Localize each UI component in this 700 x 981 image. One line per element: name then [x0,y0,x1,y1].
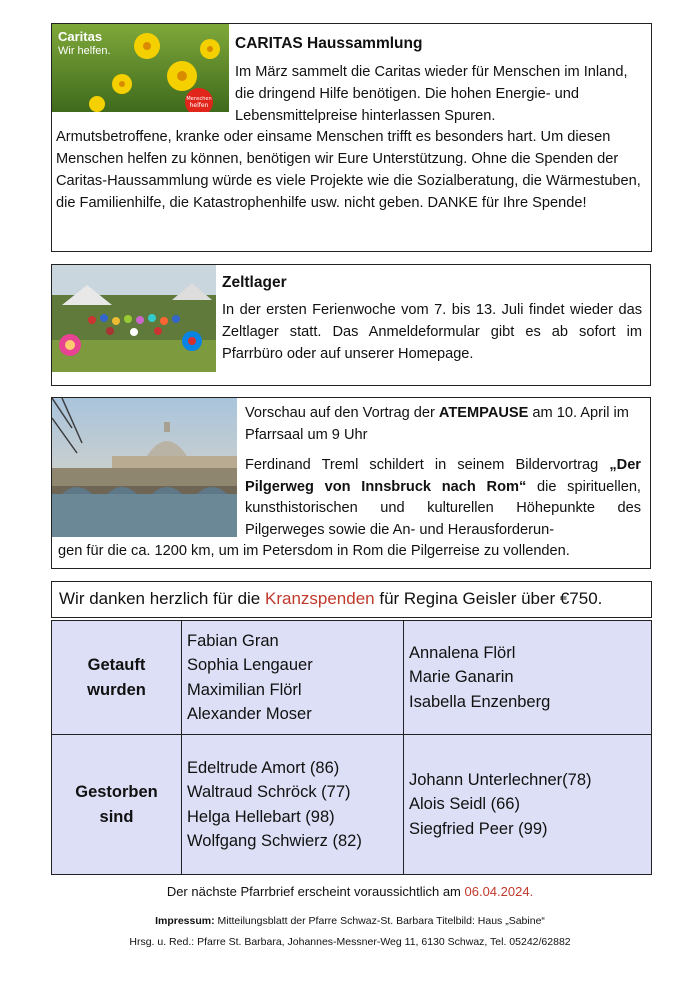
atempause-lead-bold: ATEMPAUSE [438,405,529,421]
rome-st-peters-photo [52,398,237,537]
zeltlager-title: Zeltlager [222,274,287,291]
deceased-label-line-1: Gestorben [75,782,158,801]
badge-line-2: helfen [189,102,209,109]
next-issue-date: 06.04.2024. [464,884,534,899]
impressum [0,915,700,927]
deceased-label-line-2: sind [99,807,134,826]
kranz-pre: Wir danken herzlich für die [59,589,265,608]
publisher-line: Hrsg. u. Red.: Pfarre St. Barbara, Johannes-Messner-Weg 11, 6130 Schwaz, Tel. 05242/62882 [129,936,571,948]
list-item: Johann Unterlechner(78) [409,770,592,789]
zeltlager-text: In der ersten Ferienwoche vom 7. bis 13. Juli findet wieder das Zeltlager statt. Das Anmeldeformular gibt es ab sofort im Pfarrbüro oder auf unserer Homepage. [222,302,642,362]
atempause-para-post: die spirituellen, kunsthistorischen und kulturellen Höhepunkte des Pilgerweges sowie die An- und Herausforderun- [245,478,641,538]
list-item: Helga Hellebart (98) [187,807,335,826]
zeltlager-section [51,264,651,386]
list-item: Siegfried Peer (99) [409,819,548,838]
baptized-label-line-1: Getauft [87,655,146,674]
impressum-label: Impressum: [155,915,215,927]
list-item: Maximilian Flörl [187,680,302,699]
atempause-lead-post: am 10. April im Pfarrsaal um 9 Uhr [245,405,629,443]
list-item: Alois Seidl (66) [409,795,520,814]
list-item: Fabian Gran [187,631,279,650]
caritas-section [51,23,652,252]
next-issue-text: Der nächste Pfarrbrief erscheint voraussichtlich am [166,884,465,899]
list-item: Waltraud Schröck (77) [187,783,351,802]
caritas-logo-slogan: Wir helfen. [58,45,111,57]
list-item: Edeltrude Amort (86) [187,758,340,777]
list-item: Isabella Enzenberg [409,692,551,711]
caritas-flowers-image [52,24,229,112]
atempause-section [51,397,651,569]
list-item: Sophia Lengauer [187,656,313,675]
impressum-text: Mitteilungsblatt der Pfarre Schwaz-St. Barbara Titelbild: Haus „Sabine“ [214,915,545,927]
list-item: Wolfgang Schwierz (82) [187,831,362,850]
deceased-label [52,735,182,875]
badge-line-1: Menschen [186,96,212,102]
table-row-deceased [52,735,652,875]
deceased-column-1 [182,735,404,875]
list-item: Annalena Flörl [409,643,516,662]
zeltlager-group-photo [52,265,216,372]
caritas-text-beside: Im März sammelt die Caritas wieder für Menschen im Inland, die dringend Hilfe benötigen. Die hohen Energie- und Lebensmittelpreise hinterlassen Spuren. [235,64,628,124]
baptized-column-2 [404,621,652,735]
caritas-title: CARITAS Haussammlung [235,35,423,52]
baptized-label-line-2: wurden [87,680,146,699]
list-item: Alexander Moser [187,704,312,723]
baptized-column-1 [182,621,404,735]
caritas-text-below: Armutsbetroffene, kranke oder einsame Menschen trifft es besonders hart. Um diesen Menschen helfen zu können, benötigen wir Eure Unterstützung. Ohne die Spenden der Caritas-Haussammlung würde es viele Projekte wie die Sozialberatung, die Wärmestuben, die Familienhilfe, die Katastrophenhilfe usw. nicht geben. DANKE für Ihre Spende! [56,129,641,211]
deceased-column-2 [404,735,652,875]
caritas-logo-text: Caritas [58,29,103,44]
parish-register-table [51,620,652,875]
kranz-post: für Regina Geisler über €750. [374,589,603,608]
atempause-lead-pre: Vorschau auf den Vortrag der [245,405,439,421]
list-item: Marie Ganarin [409,668,514,687]
atempause-tail: gen für die ca. 1200 km, um im Petersdom in Rom die Pilgerreise zu vollenden. [58,543,570,559]
kranzspenden-thanks [51,581,652,618]
baptized-label [52,621,182,735]
next-issue-note [0,884,700,899]
atempause-talk-title: „Der Pilgerweg von Innsbruck nach Rom“ [245,457,641,495]
kranz-highlight: Kranzspenden [264,589,375,608]
table-row-baptized [52,621,652,735]
atempause-para-pre: Ferdinand Treml schildert in seinem Bildervortrag [245,457,610,473]
